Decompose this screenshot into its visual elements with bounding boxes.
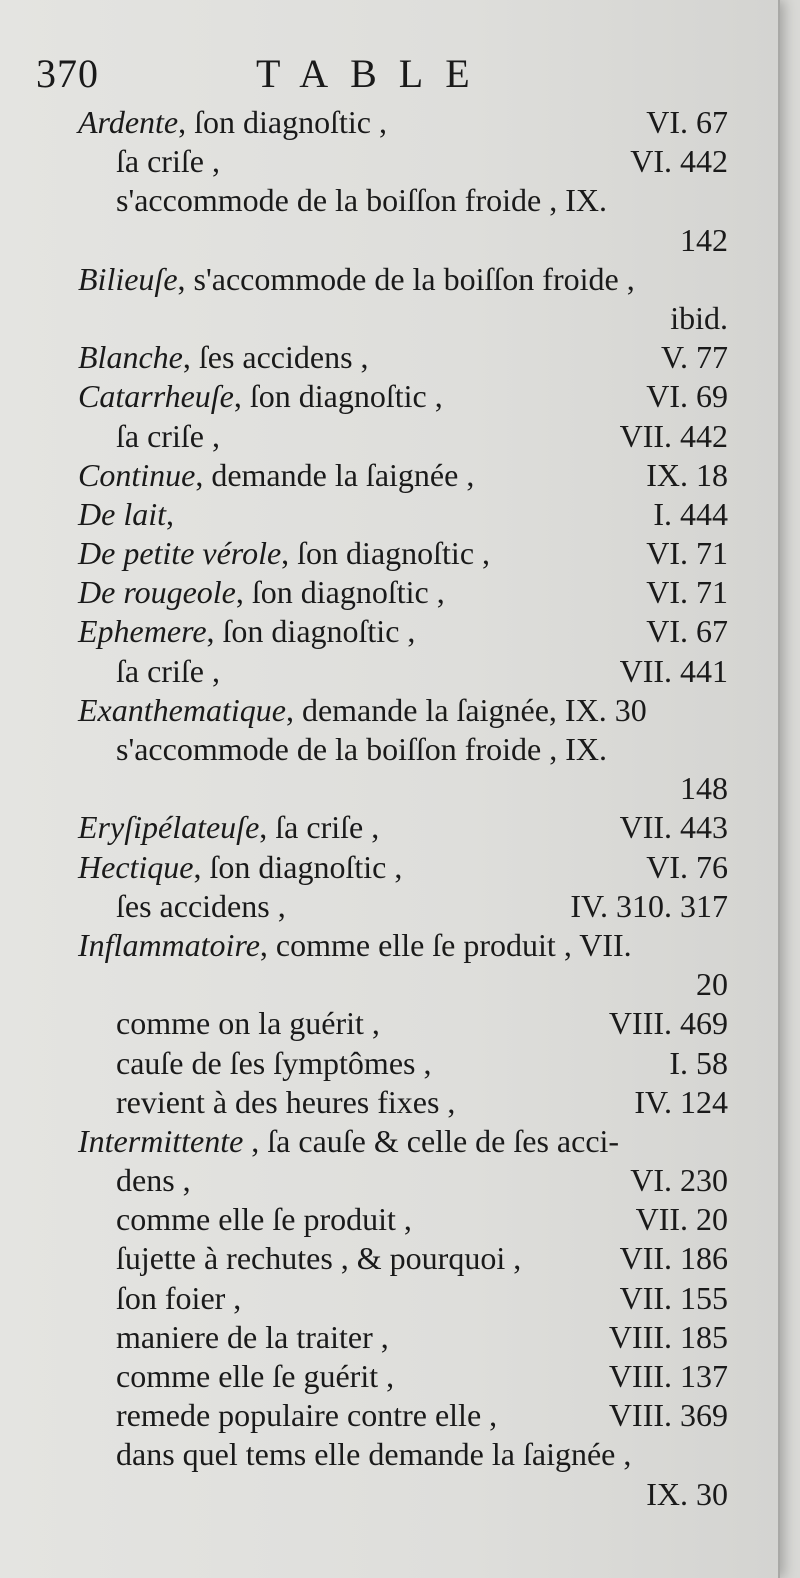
index-reference: VIII. 185 xyxy=(608,1318,728,1355)
index-subentry xyxy=(78,730,728,769)
index-continuation xyxy=(78,299,728,338)
index-heading: Inflammatoire xyxy=(78,926,260,963)
index-reference: VIII. 469 xyxy=(608,1005,728,1042)
index-reference: IV. 124 xyxy=(634,1083,728,1120)
index-text: Ephemere, ſon diagnoſtic , xyxy=(78,613,416,650)
index-reference: VIII. 369 xyxy=(608,1397,728,1434)
index-entry xyxy=(78,377,728,416)
index-entry xyxy=(78,260,728,299)
index-subentry xyxy=(78,1396,728,1435)
index-subentry xyxy=(78,1435,728,1474)
index-reference: I. 444 xyxy=(653,495,728,532)
index-text: ſujette à rechutes , & pourquoi , xyxy=(116,1240,522,1277)
index-entry xyxy=(78,1122,728,1161)
index-continuation xyxy=(78,769,728,808)
index-reference: IX. 18 xyxy=(646,456,728,493)
index-reference: V. 77 xyxy=(661,339,728,376)
index-reference: VI. 71 xyxy=(646,574,728,611)
index-text: De rougeole, ſon diagnoſtic , xyxy=(78,574,445,611)
index-reference: VII. 155 xyxy=(619,1279,728,1316)
index-heading: De petite vérole xyxy=(78,535,282,572)
index-reference: VI. 71 xyxy=(646,535,728,572)
index-heading: De lait xyxy=(78,495,166,532)
index-text: Continue, demande la ſaignée , xyxy=(78,456,475,493)
index-text: Eryſipélateuſe, ſa criſe , xyxy=(78,809,380,846)
index-subentry xyxy=(78,1044,728,1083)
index-heading: Continue xyxy=(78,456,196,493)
index-subentry xyxy=(78,1200,728,1239)
index-reference: VIII. 137 xyxy=(608,1358,728,1394)
index-subentry xyxy=(78,181,728,220)
index-subentry xyxy=(78,1357,728,1396)
index-entry xyxy=(78,612,728,651)
index-text: ſes accidens , xyxy=(116,887,286,924)
index-text: comme elle ſe guérit , xyxy=(116,1358,395,1394)
index-reference: 20 xyxy=(696,966,728,1003)
index-text: De petite vérole, ſon diagnoſtic , xyxy=(78,535,491,572)
index-heading: Ephemere xyxy=(78,613,207,650)
index-text: ſa criſe , xyxy=(116,652,220,689)
index-text: Catarrheuſe, ſon diagnoſtic , xyxy=(78,378,443,415)
index-heading: Bilieuſe xyxy=(78,260,178,297)
index-text: s'accommode de la boiſſon froide , IX. xyxy=(116,182,607,219)
index-text: Inflammatoire, comme elle ſe produit , VII. xyxy=(78,926,632,963)
index-reference: I. 58 xyxy=(669,1044,728,1081)
index-heading: Blanche xyxy=(78,339,183,376)
index-continuation xyxy=(78,1475,728,1514)
index-reference: VII. 441 xyxy=(619,652,728,689)
index-text: dans quel tems elle demande la ſaignée , xyxy=(116,1436,632,1473)
index-subentry xyxy=(78,1004,728,1043)
index-list xyxy=(78,103,728,1514)
index-text: Hectique, ſon diagnoſtic , xyxy=(78,848,403,885)
index-reference: 142 xyxy=(680,221,728,258)
index-heading: De rougeole xyxy=(78,574,236,611)
index-heading: Ardente xyxy=(78,104,179,140)
index-entry xyxy=(78,926,728,965)
index-subentry xyxy=(78,652,728,691)
index-entry xyxy=(78,495,728,534)
index-text: Ardente, ſon diagnoſtic , xyxy=(78,104,387,140)
index-text: remede populaire contre elle , xyxy=(116,1397,498,1434)
index-entry xyxy=(78,808,728,847)
index-text: dens , xyxy=(116,1162,191,1199)
index-entry xyxy=(78,534,728,573)
index-reference: VII. 443 xyxy=(619,809,728,846)
index-entry xyxy=(78,848,728,887)
index-reference: VI. 442 xyxy=(630,143,728,180)
index-subentry xyxy=(78,1318,728,1357)
page-number: 370 xyxy=(36,51,99,96)
index-text: Intermittente , ſa cauſe & celle de ſes acci- xyxy=(78,1122,620,1159)
index-reference: 148 xyxy=(680,770,728,807)
index-continuation xyxy=(78,221,728,260)
index-heading: Catarrheuſe xyxy=(78,378,234,415)
index-reference: VII. 186 xyxy=(619,1240,728,1277)
index-heading: Eryſipélateuſe xyxy=(78,809,260,846)
index-reference: VI. 67 xyxy=(646,613,728,650)
index-text: maniere de la traiter , xyxy=(116,1318,389,1355)
index-text: comme on la guérit , xyxy=(116,1005,380,1042)
index-entry xyxy=(78,456,728,495)
page-header xyxy=(36,50,718,106)
index-text: Bilieuſe, s'accommode de la boiſſon froide , xyxy=(78,260,635,297)
index-heading: Intermittente xyxy=(78,1122,244,1159)
index-subentry xyxy=(78,1239,728,1278)
index-heading: Hectique xyxy=(78,848,194,885)
index-text: comme elle ſe produit , xyxy=(116,1201,412,1238)
index-entry xyxy=(78,691,728,730)
index-text: De lait, xyxy=(78,495,174,532)
index-text: cauſe de ſes ſymptômes , xyxy=(116,1044,432,1081)
index-entry xyxy=(78,338,728,377)
index-text: Blanche, ſes accidens , xyxy=(78,339,369,376)
index-reference: VI. 230 xyxy=(630,1162,728,1199)
index-reference: VI. 76 xyxy=(646,848,728,885)
index-reference: IV. 310. 317 xyxy=(570,887,728,924)
index-text: ſa criſe , xyxy=(116,143,220,180)
running-title: TABLE xyxy=(256,51,492,96)
index-text: revient à des heures fixes , xyxy=(116,1083,456,1120)
index-reference: VI. 67 xyxy=(646,104,728,140)
index-reference: VI. 69 xyxy=(646,378,728,415)
index-reference: ibid. xyxy=(670,299,728,336)
index-subentry xyxy=(78,142,728,181)
index-text: Exanthematique, demande la ſaignée, IX. 30 xyxy=(78,691,647,728)
index-subentry xyxy=(78,887,728,926)
index-text: s'accommode de la boiſſon froide , IX. xyxy=(116,731,607,767)
index-reference: IX. 30 xyxy=(646,1475,728,1512)
index-text: ſon foier , xyxy=(116,1279,242,1316)
index-reference: VII. 442 xyxy=(619,417,728,454)
index-reference: VII. 20 xyxy=(635,1201,728,1238)
index-subentry xyxy=(78,417,728,456)
index-heading: Exanthematique xyxy=(78,691,286,728)
index-text: ſa criſe , xyxy=(116,417,220,454)
index-subentry xyxy=(78,1161,728,1200)
index-subentry xyxy=(78,1279,728,1318)
index-entry xyxy=(78,573,728,612)
index-continuation xyxy=(78,965,728,1004)
index-subentry xyxy=(78,1083,728,1122)
index-entry xyxy=(78,103,728,142)
